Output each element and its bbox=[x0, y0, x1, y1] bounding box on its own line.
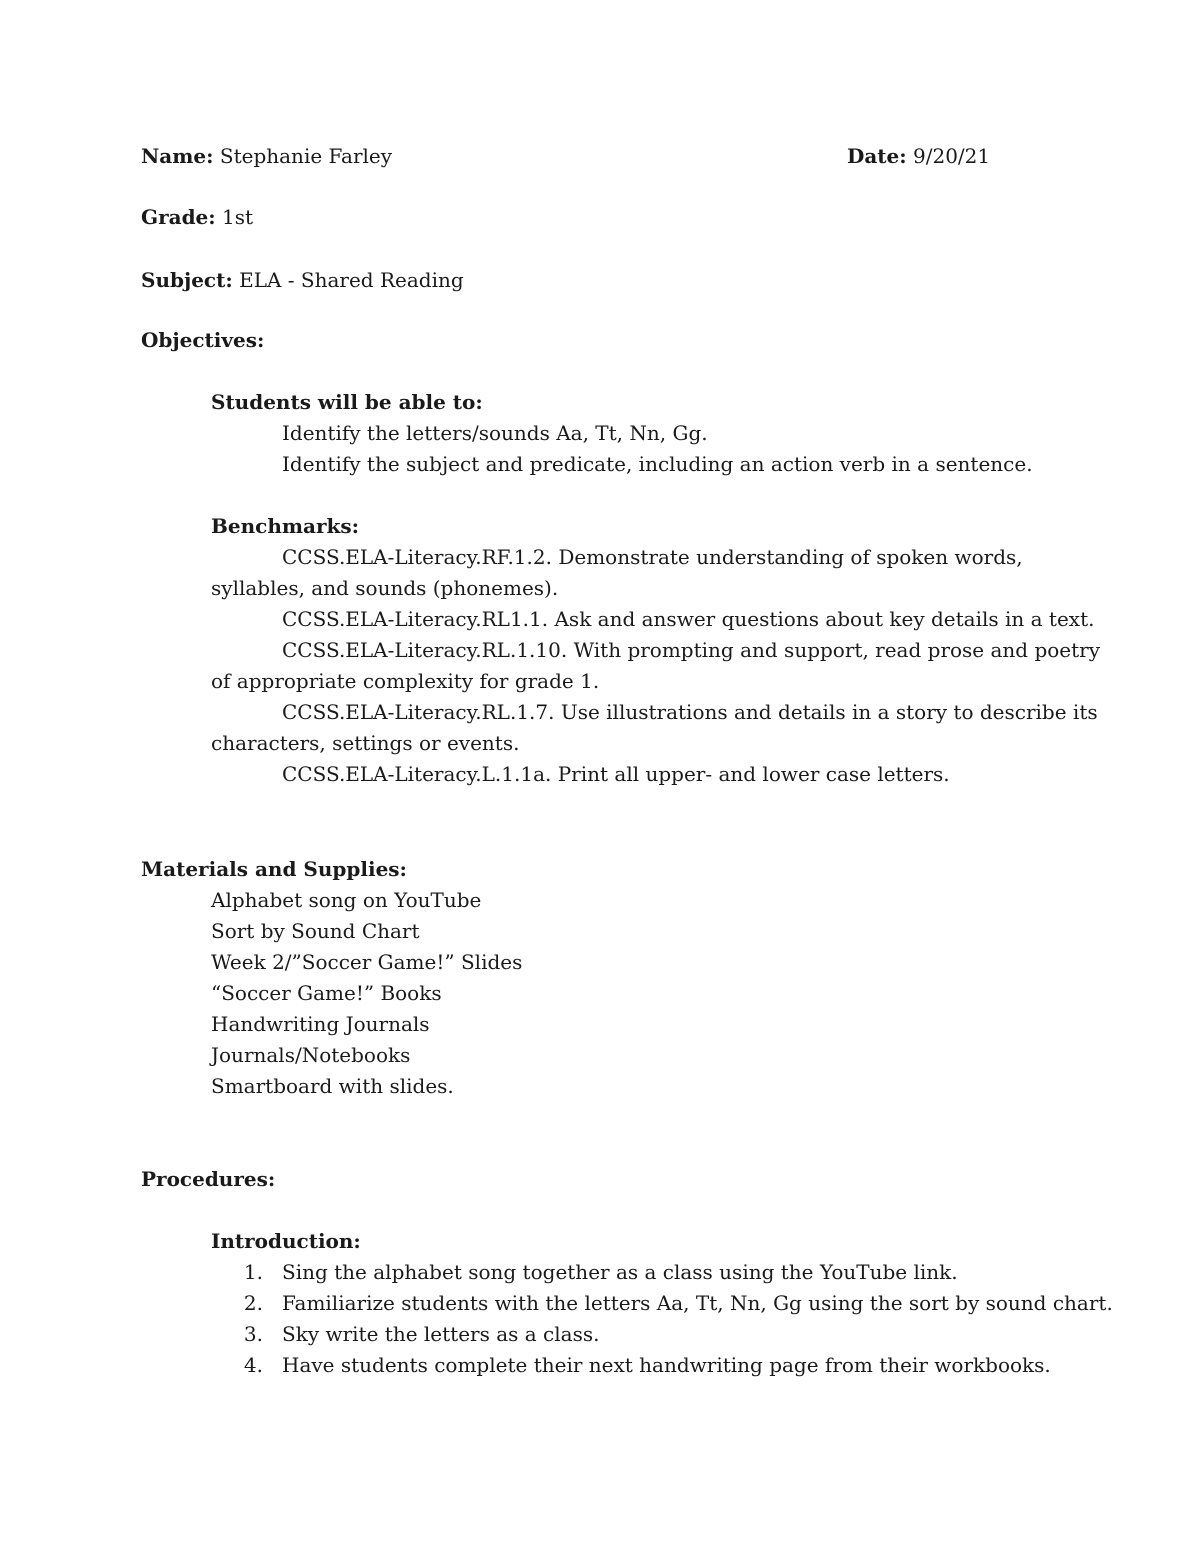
step-number: 4. bbox=[243, 1353, 263, 1377]
benchmark-line: CCSS.ELA-Literacy.RL.1.7. Use illustrations and details in a story to describe its bbox=[282, 700, 1098, 724]
benchmark-line: CCSS.ELA-Literacy.L.1.1a. Print all upper- and lower case letters. bbox=[282, 762, 950, 786]
subject-line bbox=[141, 265, 464, 296]
material-item: “Soccer Game!” Books bbox=[211, 981, 442, 1005]
grade-line bbox=[141, 202, 253, 233]
benchmark-line: characters, settings or events. bbox=[211, 731, 520, 755]
subject-value: ELA - Shared Reading bbox=[239, 268, 464, 292]
benchmark-line: CCSS.ELA-Literacy.RL.1.10. With prompting and support, read prose and poetry bbox=[282, 638, 1101, 662]
date-label: Date: bbox=[847, 144, 907, 168]
date-value: 9/20/21 bbox=[913, 144, 991, 168]
material-item: Sort by Sound Chart bbox=[211, 919, 420, 943]
step-number: 3. bbox=[243, 1322, 263, 1346]
procedure-step: Sing the alphabet song together as a class using the YouTube link. bbox=[282, 1260, 958, 1284]
objective-item: Identify the letters/sounds Aa, Tt, Nn, Gg. bbox=[282, 421, 708, 445]
objective-item: Identify the subject and predicate, including an action verb in a sentence. bbox=[282, 452, 1033, 476]
step-number: 1. bbox=[243, 1260, 263, 1284]
material-item: Week 2/”Soccer Game!” Slides bbox=[211, 950, 523, 974]
name-line bbox=[141, 141, 392, 172]
benchmark-line: CCSS.ELA-Literacy.RL1.1. Ask and answer questions about key details in a text. bbox=[282, 607, 1095, 631]
grade-label: Grade: bbox=[141, 205, 216, 229]
benchmarks-heading: Benchmarks: bbox=[211, 514, 360, 538]
material-item: Smartboard with slides. bbox=[211, 1074, 454, 1098]
benchmark-line: CCSS.ELA-Literacy.RF.1.2. Demonstrate understanding of spoken words, bbox=[282, 545, 1023, 569]
procedures-heading: Procedures: bbox=[141, 1167, 276, 1191]
material-item: Alphabet song on YouTube bbox=[211, 888, 482, 912]
step-number: 2. bbox=[243, 1291, 263, 1315]
objectives-subheading: Students will be able to: bbox=[211, 390, 483, 414]
material-item: Journals/Notebooks bbox=[211, 1043, 411, 1067]
objectives-heading: Objectives: bbox=[141, 328, 265, 352]
procedure-step: Sky write the letters as a class. bbox=[282, 1322, 600, 1346]
name-value: Stephanie Farley bbox=[219, 144, 393, 168]
name-label: Name: bbox=[141, 144, 214, 168]
material-item: Handwriting Journals bbox=[211, 1012, 430, 1036]
procedure-step: Familiarize students with the letters Aa, Tt, Nn, Gg using the sort by sound chart. bbox=[282, 1291, 1113, 1315]
benchmark-line: syllables, and sounds (phonemes). bbox=[211, 576, 559, 600]
subject-label: Subject: bbox=[141, 268, 233, 292]
benchmark-line: of appropriate complexity for grade 1. bbox=[211, 669, 600, 693]
introduction-heading: Introduction: bbox=[211, 1229, 361, 1253]
materials-heading: Materials and Supplies: bbox=[141, 857, 407, 881]
grade-value: 1st bbox=[222, 205, 254, 229]
date-line bbox=[847, 141, 990, 172]
procedure-step: Have students complete their next handwriting page from their workbooks. bbox=[282, 1353, 1051, 1377]
